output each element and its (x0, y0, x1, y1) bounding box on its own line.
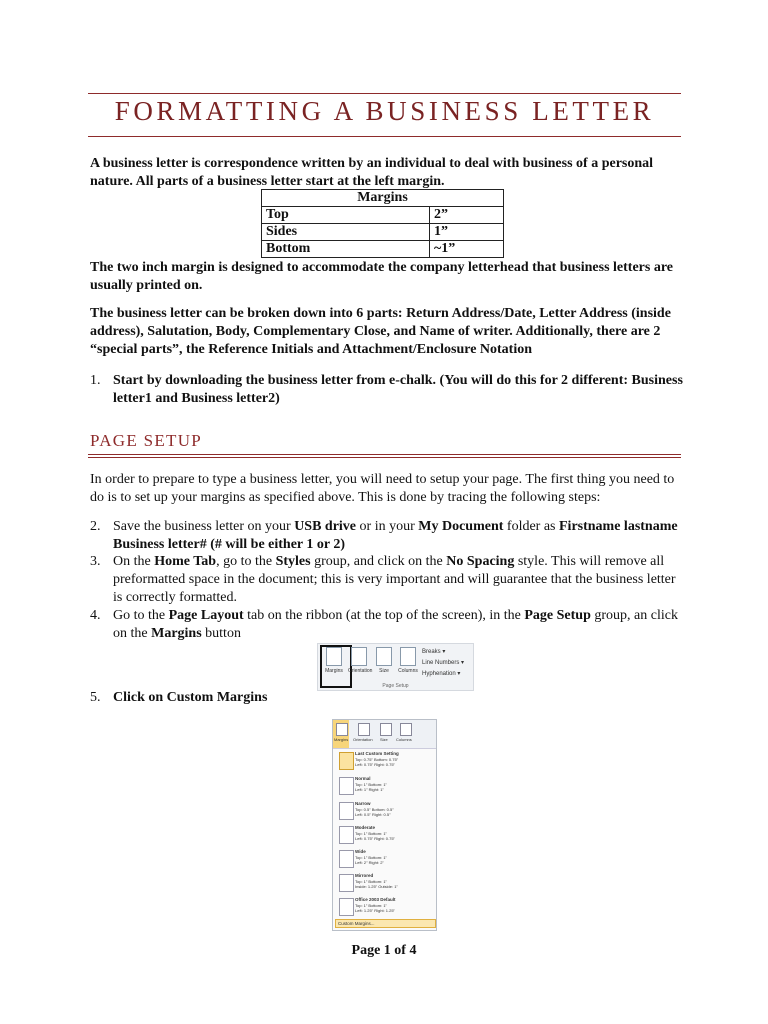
list-number: 3. (90, 554, 101, 569)
ribbon-screenshot (317, 643, 474, 691)
text-run: style. This will remove all preformatted space in the document; this is very important and will guarantee that the business letter is correctly formatted. (113, 554, 676, 605)
option-values: Left: 2" Right: 2" (355, 860, 384, 865)
ribbon-button-label: Columns (398, 668, 418, 674)
section-heading-page-setup: PAGE SETUP (90, 431, 203, 450)
size-icon (376, 647, 392, 666)
intro-paragraph: A business letter is correspondence written by an individual to deal with business of a personal nature. All parts of a business letter start at the left margin. (90, 156, 654, 189)
option-name: Mirrored (355, 873, 374, 878)
option-values: Left: 0.75" Right: 0.75" (355, 762, 395, 767)
margin-option (335, 848, 434, 870)
text-run: group, an click on the (113, 608, 678, 641)
page-footer: Page 1 of 4 (351, 943, 417, 958)
custom-margins-item: Custom Margins... (335, 919, 436, 928)
option-values: Left: 0.75" Right: 0.75" (355, 836, 395, 841)
margin-option (335, 824, 434, 846)
ribbon-hyphenation: Hyphenation ▾ (422, 671, 461, 677)
option-values: Top: 1" Bottom: 1" (355, 855, 387, 860)
table-row (262, 241, 504, 258)
text-run: On the (113, 554, 155, 569)
text-run-bold: Page Layout (168, 608, 244, 623)
text-run-bold: My Document (418, 519, 504, 534)
margins-icon (336, 723, 348, 736)
margin-option (335, 750, 434, 772)
dropdown-button-label: Margins (334, 737, 349, 742)
heading-rule (88, 457, 681, 458)
list-text (113, 518, 683, 554)
option-name: Wide (355, 849, 366, 854)
list-text: Click on Custom Margins (113, 690, 268, 705)
ribbon-columns-button (397, 647, 419, 679)
page-thumbnail-icon (339, 777, 354, 795)
option-name: Moderate (355, 825, 376, 830)
option-values: Top: 0.5" Bottom: 0.5" (355, 807, 394, 812)
title-rule-bottom (88, 136, 681, 137)
option-values: Left: 1.25" Right: 1.25" (355, 908, 395, 913)
table-row (262, 224, 504, 241)
table-cell-label: Sides (262, 224, 430, 241)
margin-option (335, 775, 434, 797)
list-number: 4. (90, 608, 101, 623)
table-row (262, 207, 504, 224)
orientation-icon (351, 647, 367, 666)
text-run-bold: Styles (275, 554, 311, 569)
ribbon-margins-button (323, 647, 345, 679)
option-values: Top: 0.75" Bottom: 0.75" (355, 757, 399, 762)
text-run-bold: Page Setup (524, 608, 591, 623)
ribbon-button-label: Orientation (348, 668, 373, 674)
margins-table (261, 189, 504, 258)
text-run-bold: Firstname lastname Business letter# (# will be either 1 or 2) (113, 519, 678, 552)
last-custom-star-icon (339, 752, 354, 770)
orientation-icon (358, 723, 370, 736)
option-name: Narrow (355, 801, 371, 806)
text-run: , go to the (216, 554, 276, 569)
table-cell-value: ~1” (430, 241, 504, 258)
ribbon-orientation-button (348, 647, 373, 679)
dropdown-button-label: Orientation (353, 737, 373, 742)
list-text: Start by downloading the business letter from e-chalk. (You will do this for 2 different: Business letter1 and Business letter2) (113, 373, 683, 406)
list-text (113, 553, 683, 607)
text-run: Save the business letter on your (113, 519, 295, 534)
text-run-bold: USB drive (294, 519, 357, 534)
columns-icon (400, 723, 412, 736)
dropdown-button-label: Size (380, 737, 388, 742)
heading-rule (88, 454, 681, 455)
option-values: Top: 1" Bottom: 1" (355, 831, 387, 836)
dropdown-ribbon (333, 720, 436, 749)
title-rule-top (88, 93, 681, 94)
margin-option (335, 872, 434, 894)
margins-icon (326, 647, 342, 666)
text-run: Go to the (113, 608, 169, 623)
page-thumbnail-icon (339, 802, 354, 820)
text-run-bold: Margins (151, 626, 202, 641)
letterhead-paragraph: The two inch margin is designed to accommodate the company letterhead that business letters are usually printed on. (90, 260, 674, 293)
list-text (113, 607, 683, 643)
list-number: 2. (90, 519, 101, 534)
text-run: group, and click on the (310, 554, 447, 569)
ribbon-button-label: Margins (325, 668, 343, 674)
list-number: 5. (90, 690, 101, 705)
ribbon-size-button (373, 647, 395, 679)
margins-table-header: Margins (262, 190, 504, 207)
option-values: Top: 1" Bottom: 1" (355, 879, 387, 884)
margins-dropdown-screenshot (332, 719, 437, 931)
setup-intro-paragraph: In order to prepare to type a business letter, you will need to setup your page. The first thing you need to do is to set up your margins as specified above. This is done by tracing the following steps: (90, 472, 675, 505)
size-icon (380, 723, 392, 736)
page-thumbnail-icon (339, 826, 354, 844)
text-run: folder as (503, 519, 559, 534)
option-values: Left: 1" Right: 1" (355, 787, 384, 792)
list-number: 1. (90, 373, 101, 388)
option-values: Top: 1" Bottom: 1" (355, 782, 387, 787)
text-run-bold: Home Tab (154, 554, 217, 569)
option-name: Last Custom Setting (355, 751, 399, 756)
columns-icon (400, 647, 416, 666)
table-cell-value: 2” (430, 207, 504, 224)
table-cell-label: Bottom (262, 241, 430, 258)
ribbon-group-label: Page Setup (382, 683, 409, 689)
option-values: Inside: 1.25" Outside: 1" (355, 884, 398, 889)
option-values: Top: 1" Bottom: 1" (355, 903, 387, 908)
option-name: Office 2003 Default (355, 897, 396, 902)
option-values: Left: 0.5" Right: 0.5" (355, 812, 391, 817)
page-thumbnail-icon (339, 898, 354, 916)
margin-option (335, 896, 434, 918)
ribbon-line-numbers: Line Numbers ▾ (422, 660, 465, 666)
ribbon-button-label: Size (379, 668, 389, 674)
margin-option (335, 800, 434, 822)
page-thumbnail-icon (339, 850, 354, 868)
ribbon-breaks: Breaks ▾ (422, 649, 446, 655)
page-title: FORMATTING A BUSINESS LETTER (114, 96, 655, 126)
text-run: tab on the ribbon (at the top of the screen), in the (243, 608, 525, 623)
table-cell-value: 1” (430, 224, 504, 241)
parts-paragraph: The business letter can be broken down into 6 parts: Return Address/Date, Letter Address (inside address), Salutation, Body, Complementary Close, and Name of writer. Additionally, there are 2 “special parts”, the Reference Initials and Attachment/Enclosure Notation (90, 306, 671, 357)
text-run: or in your (356, 519, 419, 534)
table-cell-label: Top (262, 207, 430, 224)
text-run-bold: No Spacing (446, 554, 515, 569)
text-run: button (201, 626, 241, 641)
option-name: Normal (355, 776, 371, 781)
page-thumbnail-icon (339, 874, 354, 892)
dropdown-button-label: Columns (396, 737, 412, 742)
